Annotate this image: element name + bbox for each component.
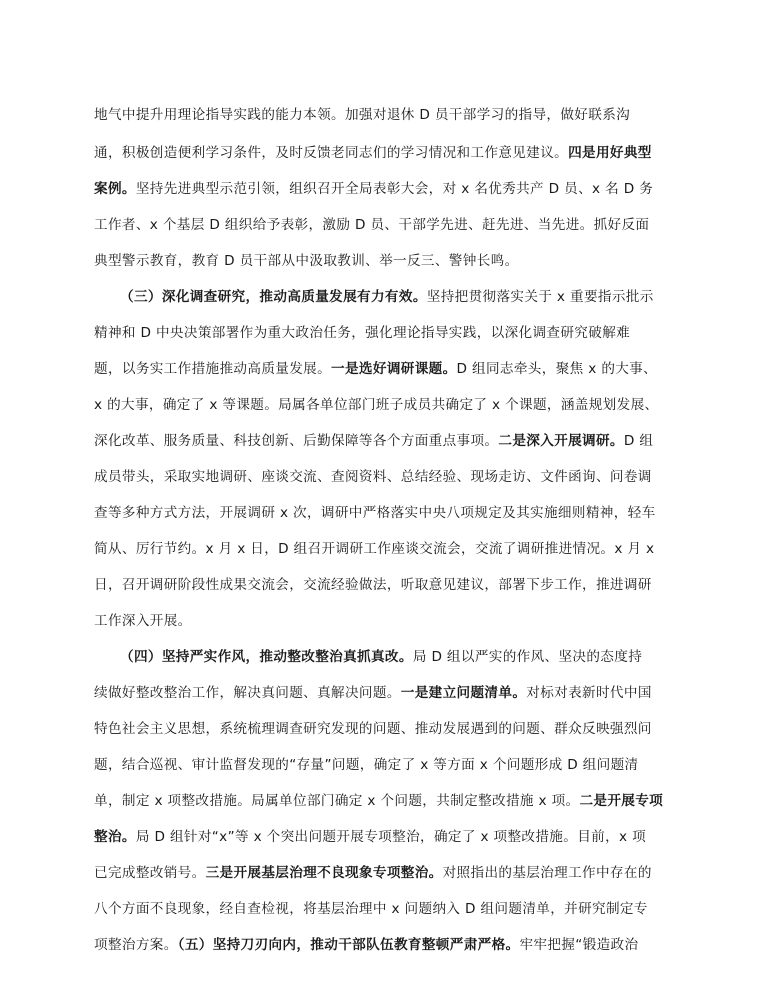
text-run: 局 D 组针对“x”等 x 个突出问题开展专项整治，确定了 x 项整改措施。目前，x 项: [135, 829, 647, 845]
text-line: [94, 612, 694, 630]
text-run: 项整治方案。: [94, 937, 178, 953]
bold-text-run: 三是开展基层治理不良现象专项整治。: [205, 865, 443, 881]
text-run: 特色社会主义思想，系统梳理调查研究发现的问题、推动发展遇到的问题、群众反映强烈问: [94, 721, 652, 737]
text-line: [94, 144, 694, 162]
text-run: 日，召开调研阶段性成果交流会，交流经验做法，听取意见建议，部署下步工作，推进调研: [94, 577, 652, 593]
text-line: [94, 828, 694, 846]
text-run: x 的大事，确定了 x 等课题。局属各单位部门班子成员共确定了 x 个课题，涵盖规划发展、: [94, 397, 659, 413]
text-line: [120, 288, 694, 306]
text-line: [94, 216, 694, 234]
bold-text-run: 案例。: [94, 181, 136, 197]
text-run: 牢牢把握“锻造政治: [519, 937, 639, 953]
text-run: 局 D 组以严实的作风、坚决的态度持: [412, 649, 643, 665]
bold-text-run: 一是选好调研课题。: [331, 361, 457, 377]
bold-text-run: 二是深入开展调研。: [498, 433, 624, 449]
text-run: 对标对表新时代中国: [526, 685, 652, 701]
text-line: [94, 900, 694, 918]
text-line: [94, 180, 694, 198]
text-line: [120, 648, 694, 666]
text-line: [94, 756, 694, 774]
text-line: [94, 252, 694, 270]
text-line: [94, 360, 694, 378]
text-line: [94, 792, 694, 810]
bold-text-run: 四是用好典型: [568, 145, 652, 161]
text-line: [94, 468, 694, 486]
text-run: 已完成整改销号。: [94, 865, 206, 881]
text-run: D 组: [623, 433, 654, 449]
text-line: [94, 106, 694, 124]
text-run: 地气中提升用理论指导实践的能力本领。加强对退休 D 员干部学习的指导，做好联系沟: [94, 107, 631, 123]
text-run: 题，以务实工作措施推动高质量发展。: [94, 361, 332, 377]
text-run: 典型警示教育，教育 D 员干部从中汲取教训、举一反三、警钟长鸣。: [94, 253, 519, 269]
text-run: 成员带头，采取实地调研、座谈交流、查阅资料、总结经验、现场走访、文件函询、问卷调: [94, 469, 652, 485]
text-run: 简从、厉行节约。x 月 x 日，D 组召开调研工作座谈交流会，交流了调研推进情况。x 月 x: [94, 541, 655, 557]
text-run: 坚持先进典型示范引领，组织召开全局表彰大会，对 x 名优秀共产 D 员、x 名 D 务: [135, 181, 654, 197]
text-run: 坚持把贯彻落实关于 x 重要指示批示: [426, 289, 654, 305]
text-run: 工作深入开展。: [94, 613, 192, 629]
bold-text-run: 整治。: [94, 829, 136, 845]
text-line: [94, 936, 694, 954]
text-run: 续做好整改整治工作，解决真问题、真解决问题。: [94, 685, 401, 701]
text-line: [94, 720, 694, 738]
bold-text-run: （五）坚持刀刃向内，推动干部队伍教育整顿严肃严格。: [177, 937, 520, 953]
text-run: 工作者、x 个基层 D 组织给予表彰，激励 D 员、干部学先进、赶先进、当先进。抓好反面: [94, 217, 650, 233]
text-run: 精神和 D 中央决策部署作为重大政治任务，强化理论指导实践，以深化调查研究破解难: [94, 325, 631, 341]
text-run: 通，积极创造便利学习条件，及时反馈老同志们的学习情况和工作意见建议。: [94, 145, 569, 161]
text-run: 查等多种方式方法，开展调研 x 次，调研中严格落实中央八项规定及其实施细则精神，轻车: [94, 505, 656, 521]
text-run: 八个方面不良现象，经自查检视，将基层治理中 x 问题纳入 D 组问题清单，并研究制定专: [94, 901, 648, 917]
text-line: [94, 396, 694, 414]
text-run: D 组同志牵头，聚焦 x 的大事、: [456, 361, 658, 377]
text-line: [94, 684, 694, 702]
bold-text-run: （四）坚持严实作风，推动整改整治真抓真改。: [120, 649, 413, 665]
text-run: 对照指出的基层治理工作中存在的: [442, 865, 652, 881]
text-run: 深化改革、服务质量、科技创新、后勤保障等各个方面重点事项。: [94, 433, 499, 449]
text-run: 题，结合巡视、审计监督发现的“存量”问题，确定了 x 等方面 x 个问题形成 D 组问题清: [94, 757, 639, 773]
bold-text-run: （三）深化调查研究，推动高质量发展有力有效。: [120, 289, 427, 305]
bold-text-run: 一是建立问题清单。: [400, 685, 527, 701]
bold-text-run: 二是开展专项: [579, 793, 664, 809]
text-run: 单，制定 x 项整改措施。局属单位部门确定 x 个问题，共制定整改措施 x 项。: [94, 793, 580, 809]
text-line: [94, 864, 694, 882]
text-line: [94, 540, 694, 558]
text-line: [94, 324, 694, 342]
text-line: [94, 576, 694, 594]
text-line: [94, 432, 694, 450]
text-line: [94, 504, 694, 522]
